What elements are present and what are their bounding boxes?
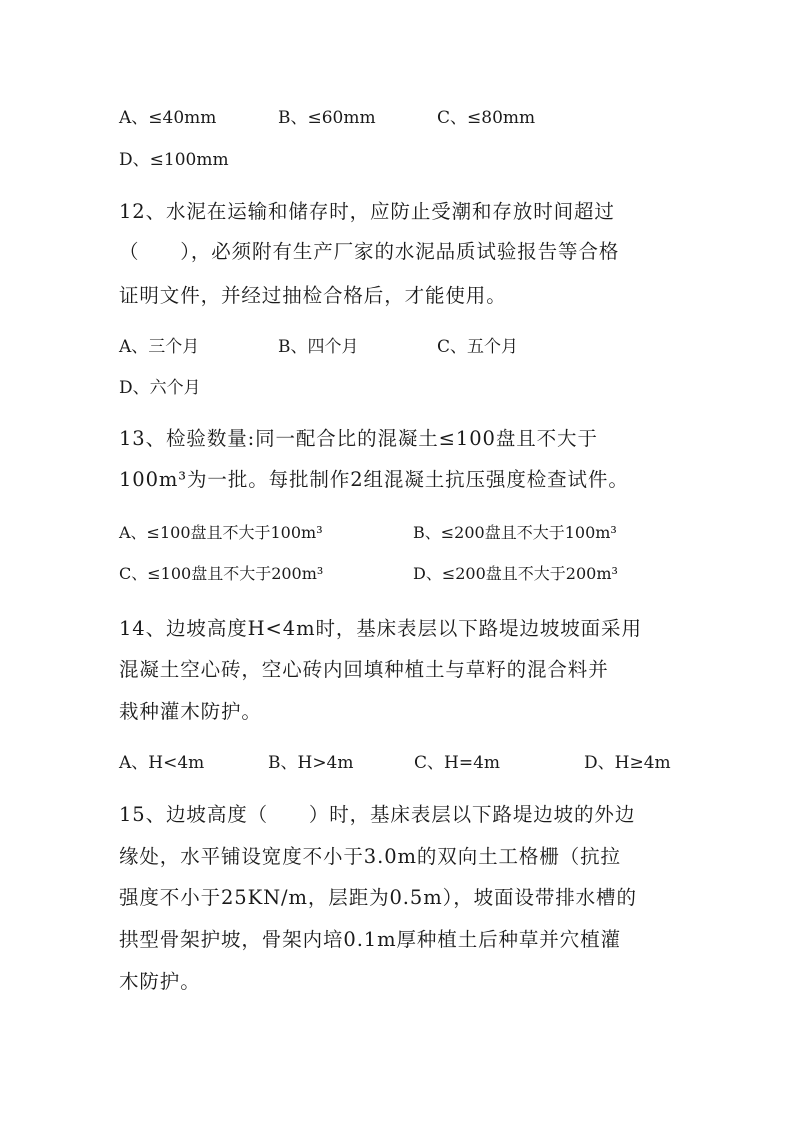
q14-option-a: A、H<4m [119, 753, 205, 773]
q12-option-d: D、六个月 [119, 378, 201, 398]
q15-line-2: 缘处，水平铺设宽度不小于3.0m的双向土工格栅（抗拉 [119, 845, 621, 868]
q11-option-a: A、≤40mm [119, 108, 217, 128]
q12-option-a: A、三个月 [119, 337, 200, 357]
q12-option-b: B、四个月 [278, 337, 359, 357]
q13-option-b: B、≤200盘且不大于100m³ [413, 523, 617, 542]
q15-line-5: 木防护。 [119, 970, 201, 993]
q13-option-c: C、≤100盘且不大于200m³ [119, 564, 324, 583]
q13-line-2: 100m³为一批。每批制作2组混凝土抗压强度检查试件。 [119, 468, 629, 491]
q13-line-1: 13、检验数量:同一配合比的混凝土≤100盘且不大于 [119, 427, 598, 450]
q11-option-c: C、≤80mm [437, 108, 536, 128]
q15-line-4: 拱型骨架护坡，骨架内培0.1m厚种植土后种草并穴植灌 [119, 928, 621, 951]
q14-option-b: B、H>4m [268, 753, 354, 773]
q12-line-3: 证明文件，并经过抽检合格后，才能使用。 [119, 284, 507, 307]
q14-line-3: 栽种灌木防护。 [119, 700, 262, 723]
q13-option-a: A、≤100盘且不大于100m³ [119, 523, 323, 542]
q14-option-d: D、H≥4m [584, 753, 671, 773]
q14-option-c: C、H=4m [414, 753, 501, 773]
q14-line-2: 混凝土空心砖，空心砖内回填种植土与草籽的混合料并 [119, 658, 609, 681]
q12-line-1: 12、水泥在运输和储存时，应防止受潮和存放时间超过 [119, 200, 615, 223]
q12-option-c: C、五个月 [437, 337, 519, 357]
q15-line-3: 强度不小于25KN/m，层距为0.5m），坡面设带排水槽的 [119, 886, 637, 909]
q14-line-1: 14、边坡高度H<4m时，基床表层以下路堤边坡坡面采用 [119, 617, 642, 640]
q13-option-d: D、≤200盘且不大于200m³ [413, 564, 618, 583]
q11-option-d: D、≤100mm [119, 150, 229, 170]
q15-line-1: 15、边坡高度（ ）时，基床表层以下路堤边坡的外边 [119, 803, 636, 826]
q12-line-2: （ ），必须附有生产厂家的水泥品质试验报告等合格 [119, 240, 620, 263]
q11-option-b: B、≤60mm [278, 108, 376, 128]
